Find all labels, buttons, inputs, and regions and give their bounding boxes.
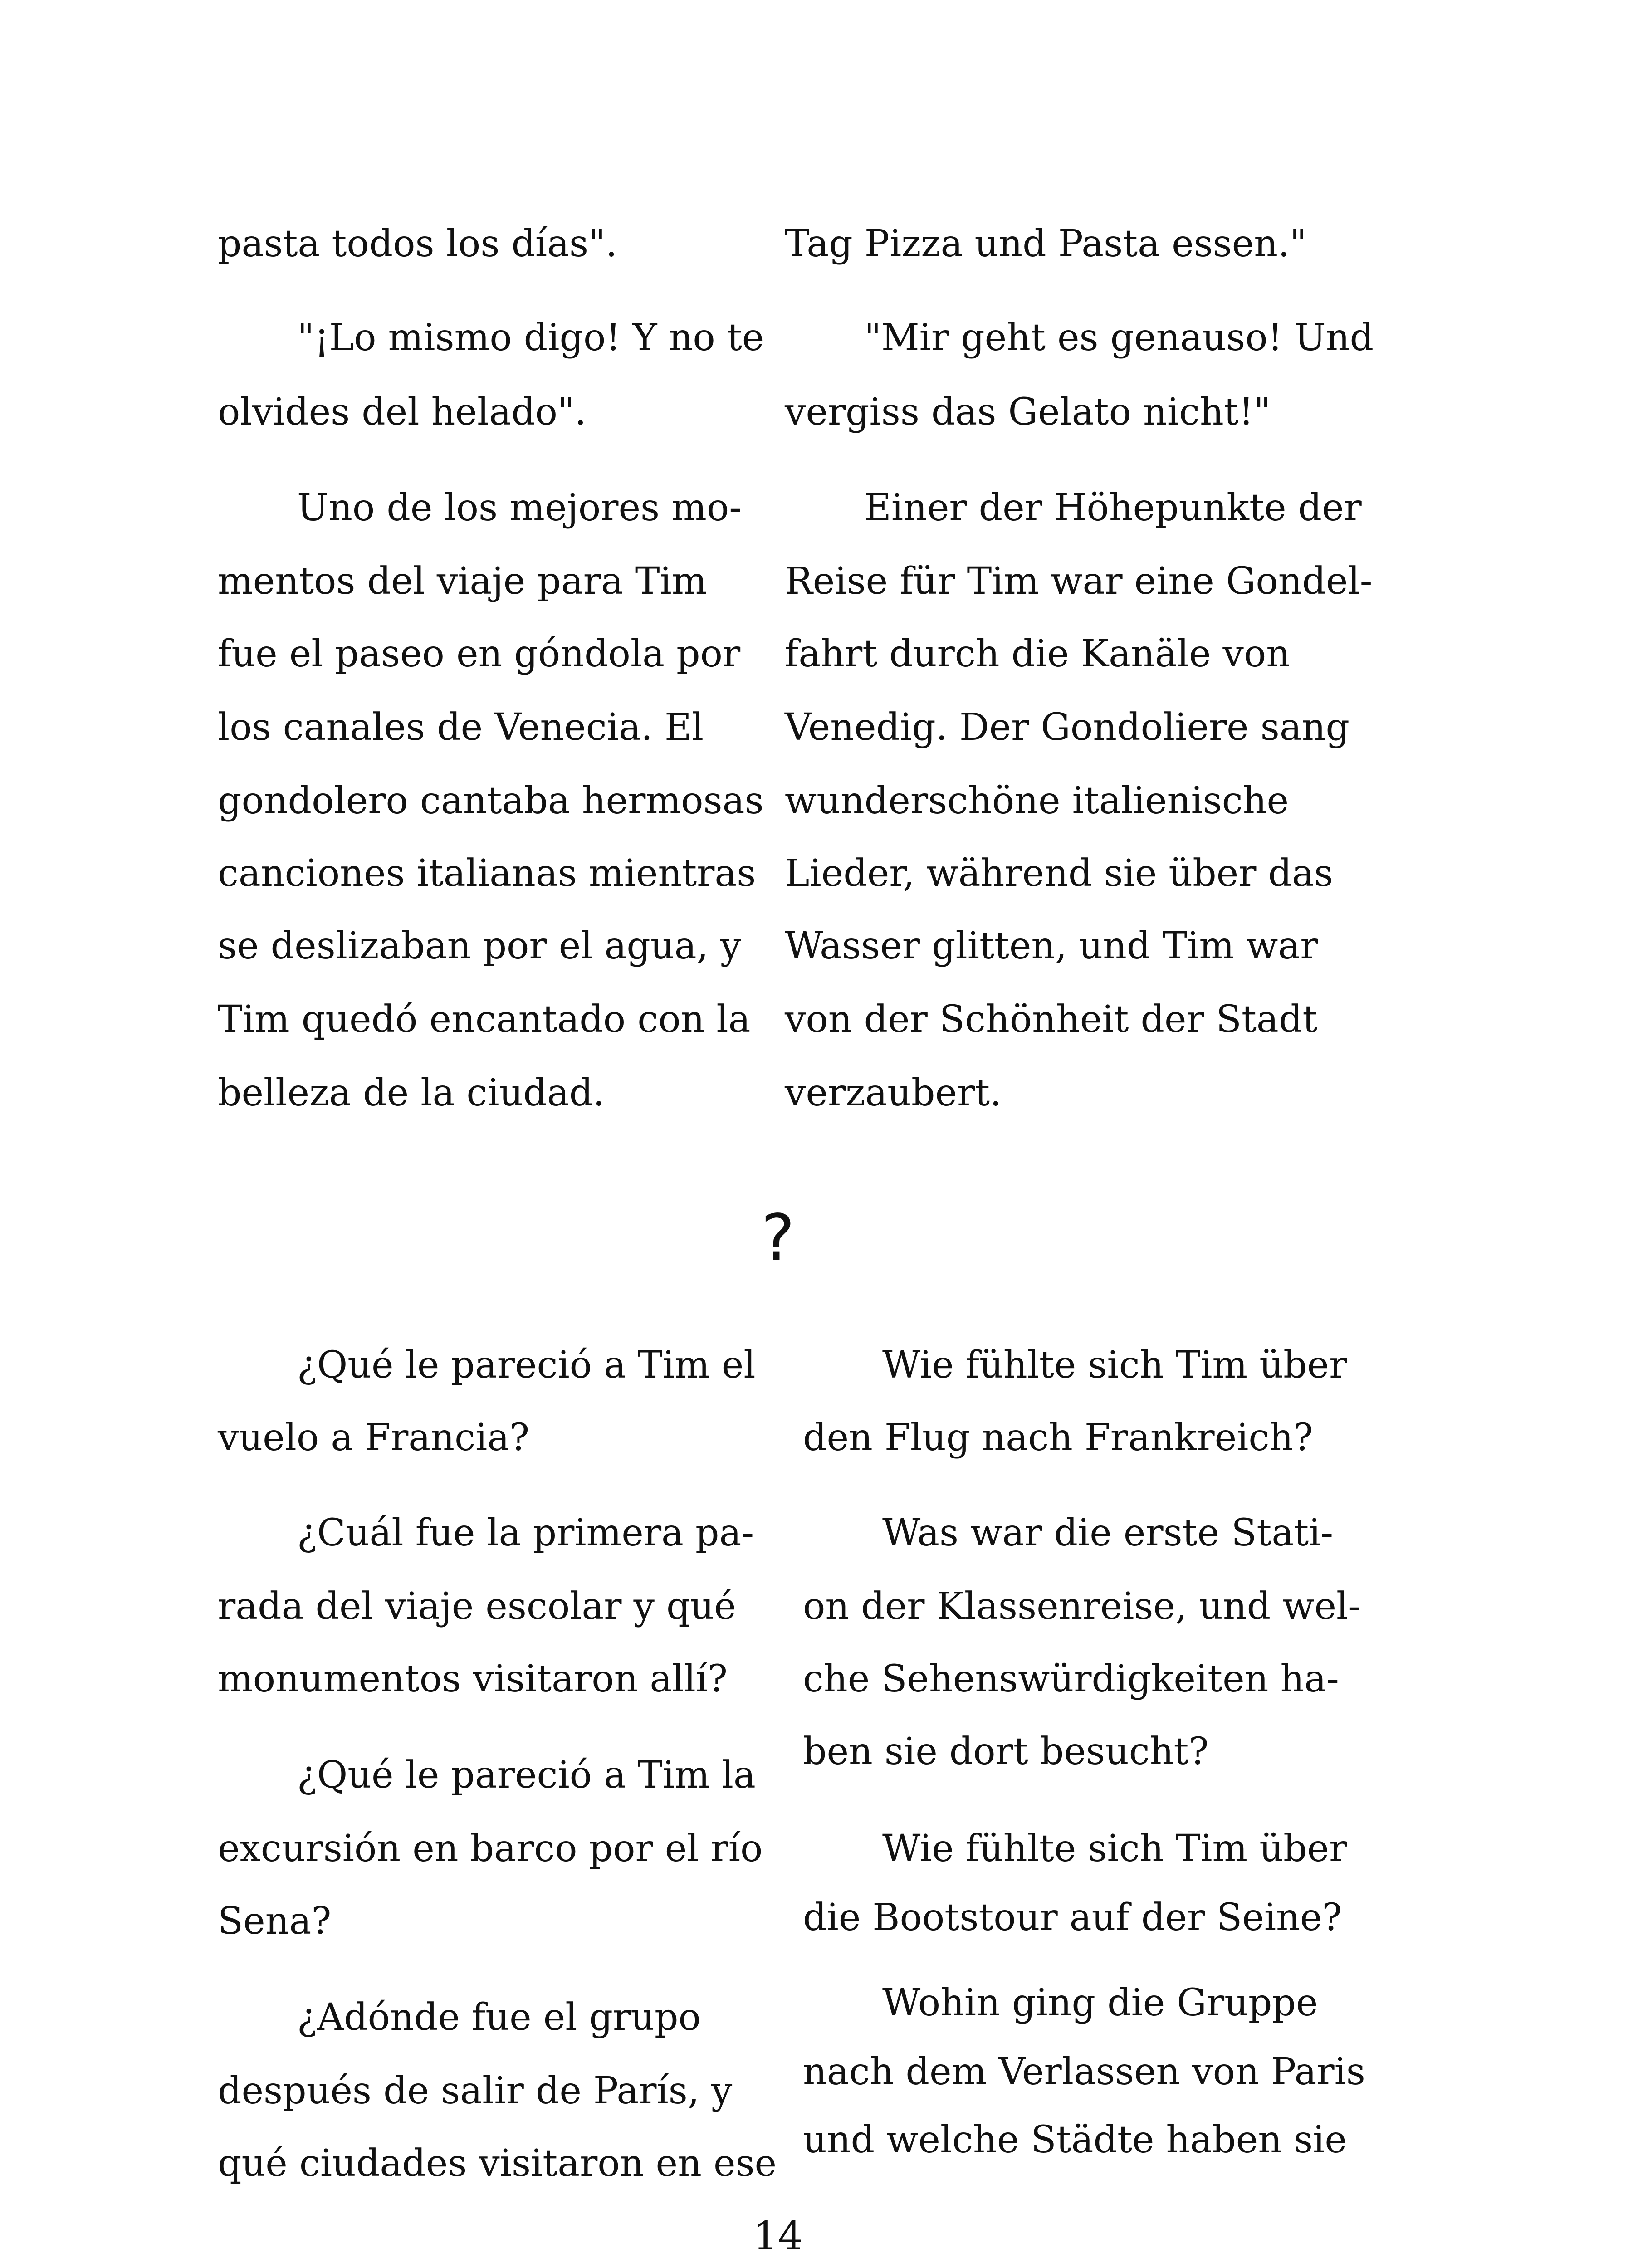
question-line: rada del viaje escolar y qué: [218, 1585, 736, 1628]
text-line: olvides del helado".: [218, 391, 587, 434]
question-line: on der Klassenreise, und wel-: [803, 1585, 1361, 1628]
text-line: mentos del viaje para Tim: [218, 560, 707, 603]
question-line: ¿Qué le pareció a Tim la: [297, 1754, 756, 1797]
question-line: vuelo a Francia?: [218, 1416, 530, 1459]
text-line: "¡Lo mismo digo! Y no te: [297, 316, 764, 359]
text-line: Tim quedó encantado con la: [218, 998, 751, 1041]
question-line: ¿Qué le pareció a Tim el: [297, 1344, 756, 1387]
question-line: excursión en barco por el río: [218, 1827, 763, 1870]
text-line: los canales de Venecia. El: [218, 706, 704, 749]
text-line: gondolero cantaba hermosas: [218, 779, 764, 822]
text-line: Tag Pizza und Pasta essen.": [785, 222, 1307, 265]
text-line: verzaubert.: [785, 1071, 1002, 1114]
text-line: belleza de la ciudad.: [218, 1071, 605, 1114]
text-line: vergiss das Gelato nicht!": [785, 391, 1271, 434]
text-line: fue el paseo en góndola por: [218, 632, 741, 675]
question-line: después de salir de París, y: [218, 2069, 733, 2112]
question-line: Sena?: [218, 1900, 332, 1943]
question-line: ¿Cuál fue la primera pa-: [297, 1511, 754, 1554]
text-line: se deslizaban por el agua, y: [218, 924, 742, 968]
question-line: Wie fühlte sich Tim über: [882, 1827, 1347, 1870]
question-line: Wie fühlte sich Tim über: [882, 1344, 1347, 1387]
question-line: ¿Adónde fue el grupo: [297, 1996, 701, 2039]
question-line: und welche Städte haben sie: [803, 2118, 1347, 2161]
question-line: che Sehenswürdigkeiten ha-: [803, 1657, 1339, 1701]
text-line: Wasser glitten, und Tim war: [785, 924, 1318, 968]
text-line: fahrt durch die Kanäle von: [785, 632, 1291, 675]
question-line: nach dem Verlassen von Paris: [803, 2050, 1365, 2093]
question-line: den Flug nach Frankreich?: [803, 1416, 1314, 1459]
text-line: Reise für Tim war eine Gondel-: [785, 560, 1373, 603]
text-line: Lieder, während sie über das: [785, 852, 1333, 895]
text-line: pasta todos los días".: [218, 222, 617, 265]
text-line: "Mir geht es genauso! Und: [864, 316, 1374, 359]
text-line: von der Schönheit der Stadt: [785, 998, 1318, 1041]
question-line: ben sie dort besucht?: [803, 1730, 1209, 1773]
text-line: Uno de los mejores mo-: [297, 486, 742, 529]
text-line: canciones italianas mientras: [218, 852, 756, 895]
text-line: wunderschöne italienische: [785, 779, 1289, 822]
question-line: Wohin ging die Gruppe: [882, 1981, 1318, 2024]
section-separator: ?: [761, 1201, 795, 1275]
question-line: die Bootstour auf der Seine?: [803, 1896, 1342, 1939]
question-line: qué ciudades visitaron en ese: [218, 2142, 777, 2185]
text-line: Venedig. Der Gondoliere sang: [785, 706, 1350, 749]
text-line: Einer der Höhepunkte der: [864, 486, 1362, 529]
question-line: Was war die erste Stati-: [882, 1511, 1334, 1554]
page-number: 14: [753, 2214, 803, 2259]
question-line: monumentos visitaron allí?: [218, 1657, 728, 1701]
